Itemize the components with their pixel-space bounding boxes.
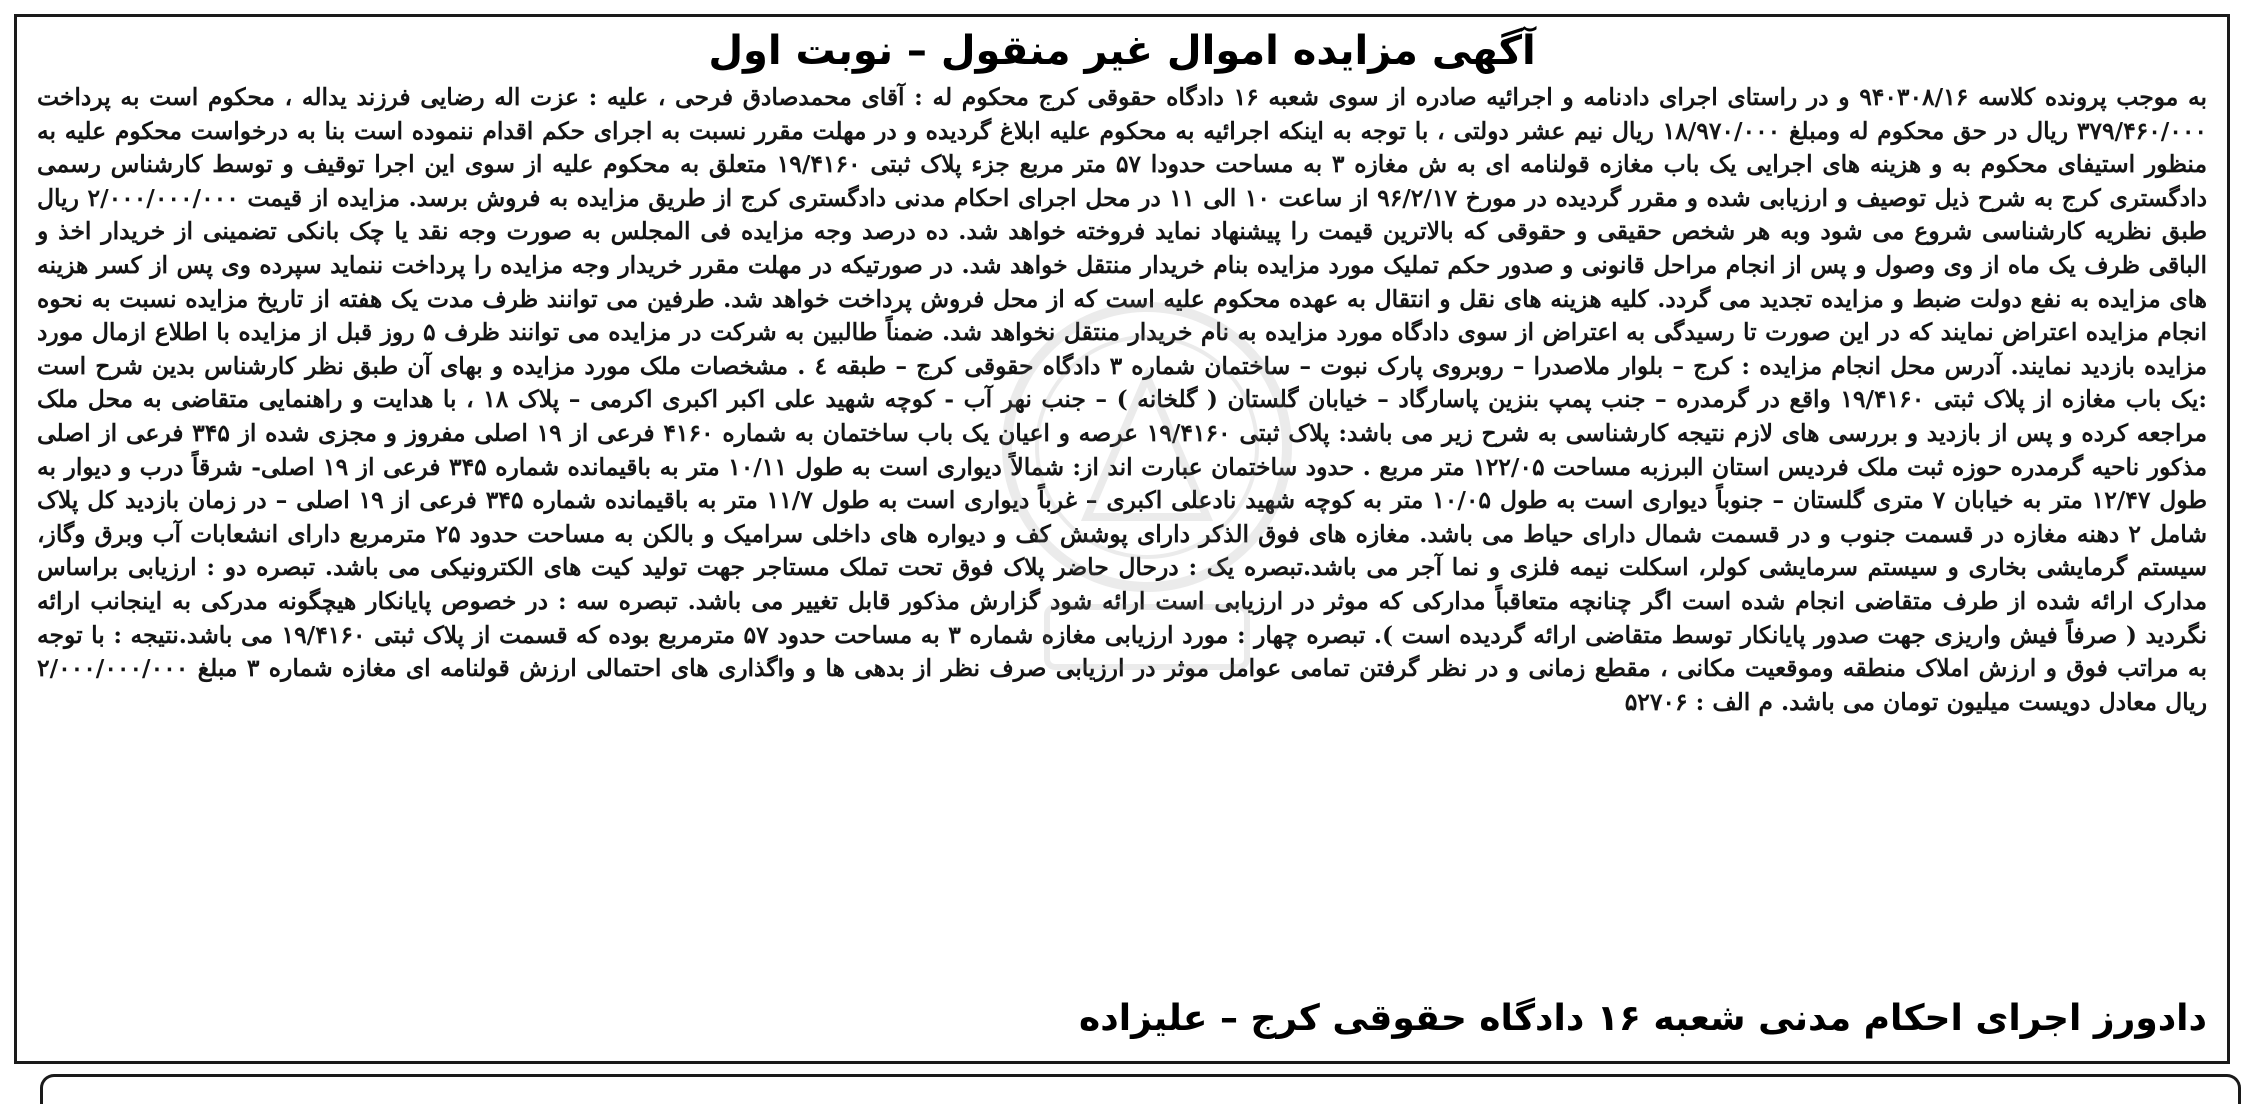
next-notice-border [40,1074,2241,1104]
auction-notice [14,14,2230,1064]
notice-body: به موجب پرونده کلاسه ۹۴۰۳۰۸/۱۶ و در راستای اجرای دادنامه و اجرائیه صادره از سوی شعبه ۱۶ دادگاه حقوقی کرج محکوم له : آقای محمدصادق فرحی ، علیه : عزت اله رضایی فرزند یداله ، محکوم است به پرداخت ۳۷۹/۴۶۰/۰۰۰ ریال در حق محکوم له ومبلغ ۱۸/۹۷۰/۰۰۰ ریال نیم عشر دولتی ، با توجه به اینکه اجرائیه به محکوم علیه ابلاغ گردیده و در مهلت مقرر نسبت به اجرای حکم اقدام ننموده است بنا به درخواست محکوم علیه به منظور استیفای محکوم به و هزینه های اجرایی یک باب مغازه قولنامه ای به ش مغازه ۳ به مساحت حدودا ۵۷ متر مربع جزء پلاک ثبتی ۱۹/۴۱۶۰ متعلق به محکوم علیه از سوی این اجرا توقیف و توسط کارشناس رسمی دادگستری کرج به شرح ذیل توصیف و ارزیابی شده و مقرر گردیده در مورخ ۹۶/۲/۱۷ از ساعت ۱۰ الی ۱۱ در محل اجرای احکام مدنی دادگستری کرج از طریق مزایده به فروش برسد. مزایده از قیمت ۲/۰۰۰/۰۰۰/۰۰۰ ریال طبق نظریه کارشناسی شروع می شود وبه هر شخص حقیقی و حقوقی که بالاترین قیمت را پیشنهاد نماید فروخته خواهد شد. ده درصد وجه مزایده فی المجلس به صورت وجه نقد یا چک بانکی تضمینی از خریدار اخذ و الباقی ظرف یک ماه از وی وصول و پس از انجام مراحل قانونی و صدور حکم تملیک مورد مزایده بنام خریدار منتقل خواهد شد. در صورتیکه در مهلت مقرر خریدار وجه مزایده را پرداخت ننماید سپرده وی پس از کسر هزینه های مزایده به نفع دولت ضبط و مزایده تجدید می گردد. کلیه هزینه های نقل و انتقال به عهده محکوم علیه است که از محل فروش پرداخت خواهد شد. طرفین می توانند ظرف مدت یک هفته از تاریخ مزایده نسبت به نحوه انجام مزایده اعتراض نمایند که در این صورت تا رسیدگی به اعتراض از سوی دادگاه مورد مزایده به نام خریدار منتقل نخواهد شد. ضمناً طالبین به شرکت در مزایده می توانند ظرف ۵ روز قبل از مزایده با اطلاع ازمال مورد مزایده بازدید نمایند. آدرس محل انجام مزایده : کرج – بلوار ملاصدرا – روبروی پارک نبوت – ساختمان شماره ۳ دادگاه حقوقی کرج – طبقه ٤ . مشخصات ملک مورد مزایده و بهای آن طبق نظر کارشناس بدین شرح است :یک باب مغازه از پلاک ثبتی ۱۹/۴۱۶۰ واقع در گرمدره – جنب پمپ بنزین پاسارگاد – خیابان گلستان ( گلخانه ) – جنب نهر آب - کوچه شهید علی اکبر اکبری اکرمی – پلاک ۱۸ ، با هدایت و راهنمایی متقاضی به محل ملک مراجعه کرده و پس از بازدید و بررسی های لازم نتیجه کارشناسی به شرح زیر می باشد: پلاک ثبتی ۱۹/۴۱۶۰ عرصه و اعیان یک باب ساختمان به شماره ۴۱۶۰ فرعی از ۱۹ اصلی مفروز و مجزی شده از ۳۴۵ فرعی از اصلی مذکور ناحیه گرمدره حوزه ثبت ملک فردیس استان البرزبه مساحت ۱۲۲/۰۵ متر مربع . حدود ساختمان عبارت اند از: شمالاً دیواری است به طول ۱۰/۱۱ متر به باقیمانده شماره ۳۴۵ فرعی از ۱۹ اصلی- شرقاً درب و دیوار به طول ۱۲/۴۷ متر به خیابان ۷ متری گلستان – جنوباً دیواری است به طول ۱۰/۰۵ متر به کوچه شهید نادعلی اکبری – غرباً دیواری است به طول ۱۱/۷ متر به باقیمانده شماره ۳۴۵ فرعی از ۱۹ اصلی – در زمان بازدید کل پلاک شامل ۲ دهنه مغازه در قسمت جنوب و در قسمت شمال دارای حیاط می باشد. مغازه های فوق الذکر دارای پوشش کف و دیواره های داخلی سرامیک و بالکن به مساحت حدود ۲۵ مترمربع دارای انشعابات آب وبرق وگاز، سیستم گرمایشی بخاری و سیستم سرمایشی کولر، اسکلت نیمه فلزی و نما آجر می باشد.تبصره یک : درحال حاضر پلاک فوق تحت تملک مستاجر جهت تولید کیت های الکترونیکی می باشد. تبصره دو : ارزیابی براساس مدارک ارائه شده از طرف متقاضی انجام شده است اگر چنانچه متعاقباً مدارکی که موثر در ارزیابی است ارائه شود گزارش مذکور قابل تغییر می باشد. تبصره سه : در خصوص پایانکار هیچگونه مدرکی به اینجانب ارائه نگردید ( صرفاً فیش واریزی جهت صدور پایانکار توسط متقاضی ارائه گردیده است ). تبصره چهار : مورد ارزیابی مغازه شماره ۳ به مساحت حدود ۵۷ مترمربع بوده که قسمت از پلاک ثبتی ۱۹/۴۱۶۰ می باشد.نتیجه : با توجه به مراتب فوق و ارزش املاک منطقه وموقعیت مکانی ، مقطع زمانی و در نظر گرفتن تمامی عوامل موثر در ارزیابی صرف نظر از بدهی ها و واگذاری های احتمالی ارزش قولنامه ای مغازه شماره ۳ مبلغ ۲/۰۰۰/۰۰۰/۰۰۰ ریال معادل دویست میلیون تومان می باشد. م الف : ۵۲۷۰۶ [37,83,2208,716]
notice-title: آگهی مزایده اموال غیر منقول – نوبت اول [708,28,1536,74]
notice-footer-signature: دادورز اجرای احکام مدنی شعبه ۱۶ دادگاه حقوقی کرج – علیزاده [1079,998,2207,1039]
